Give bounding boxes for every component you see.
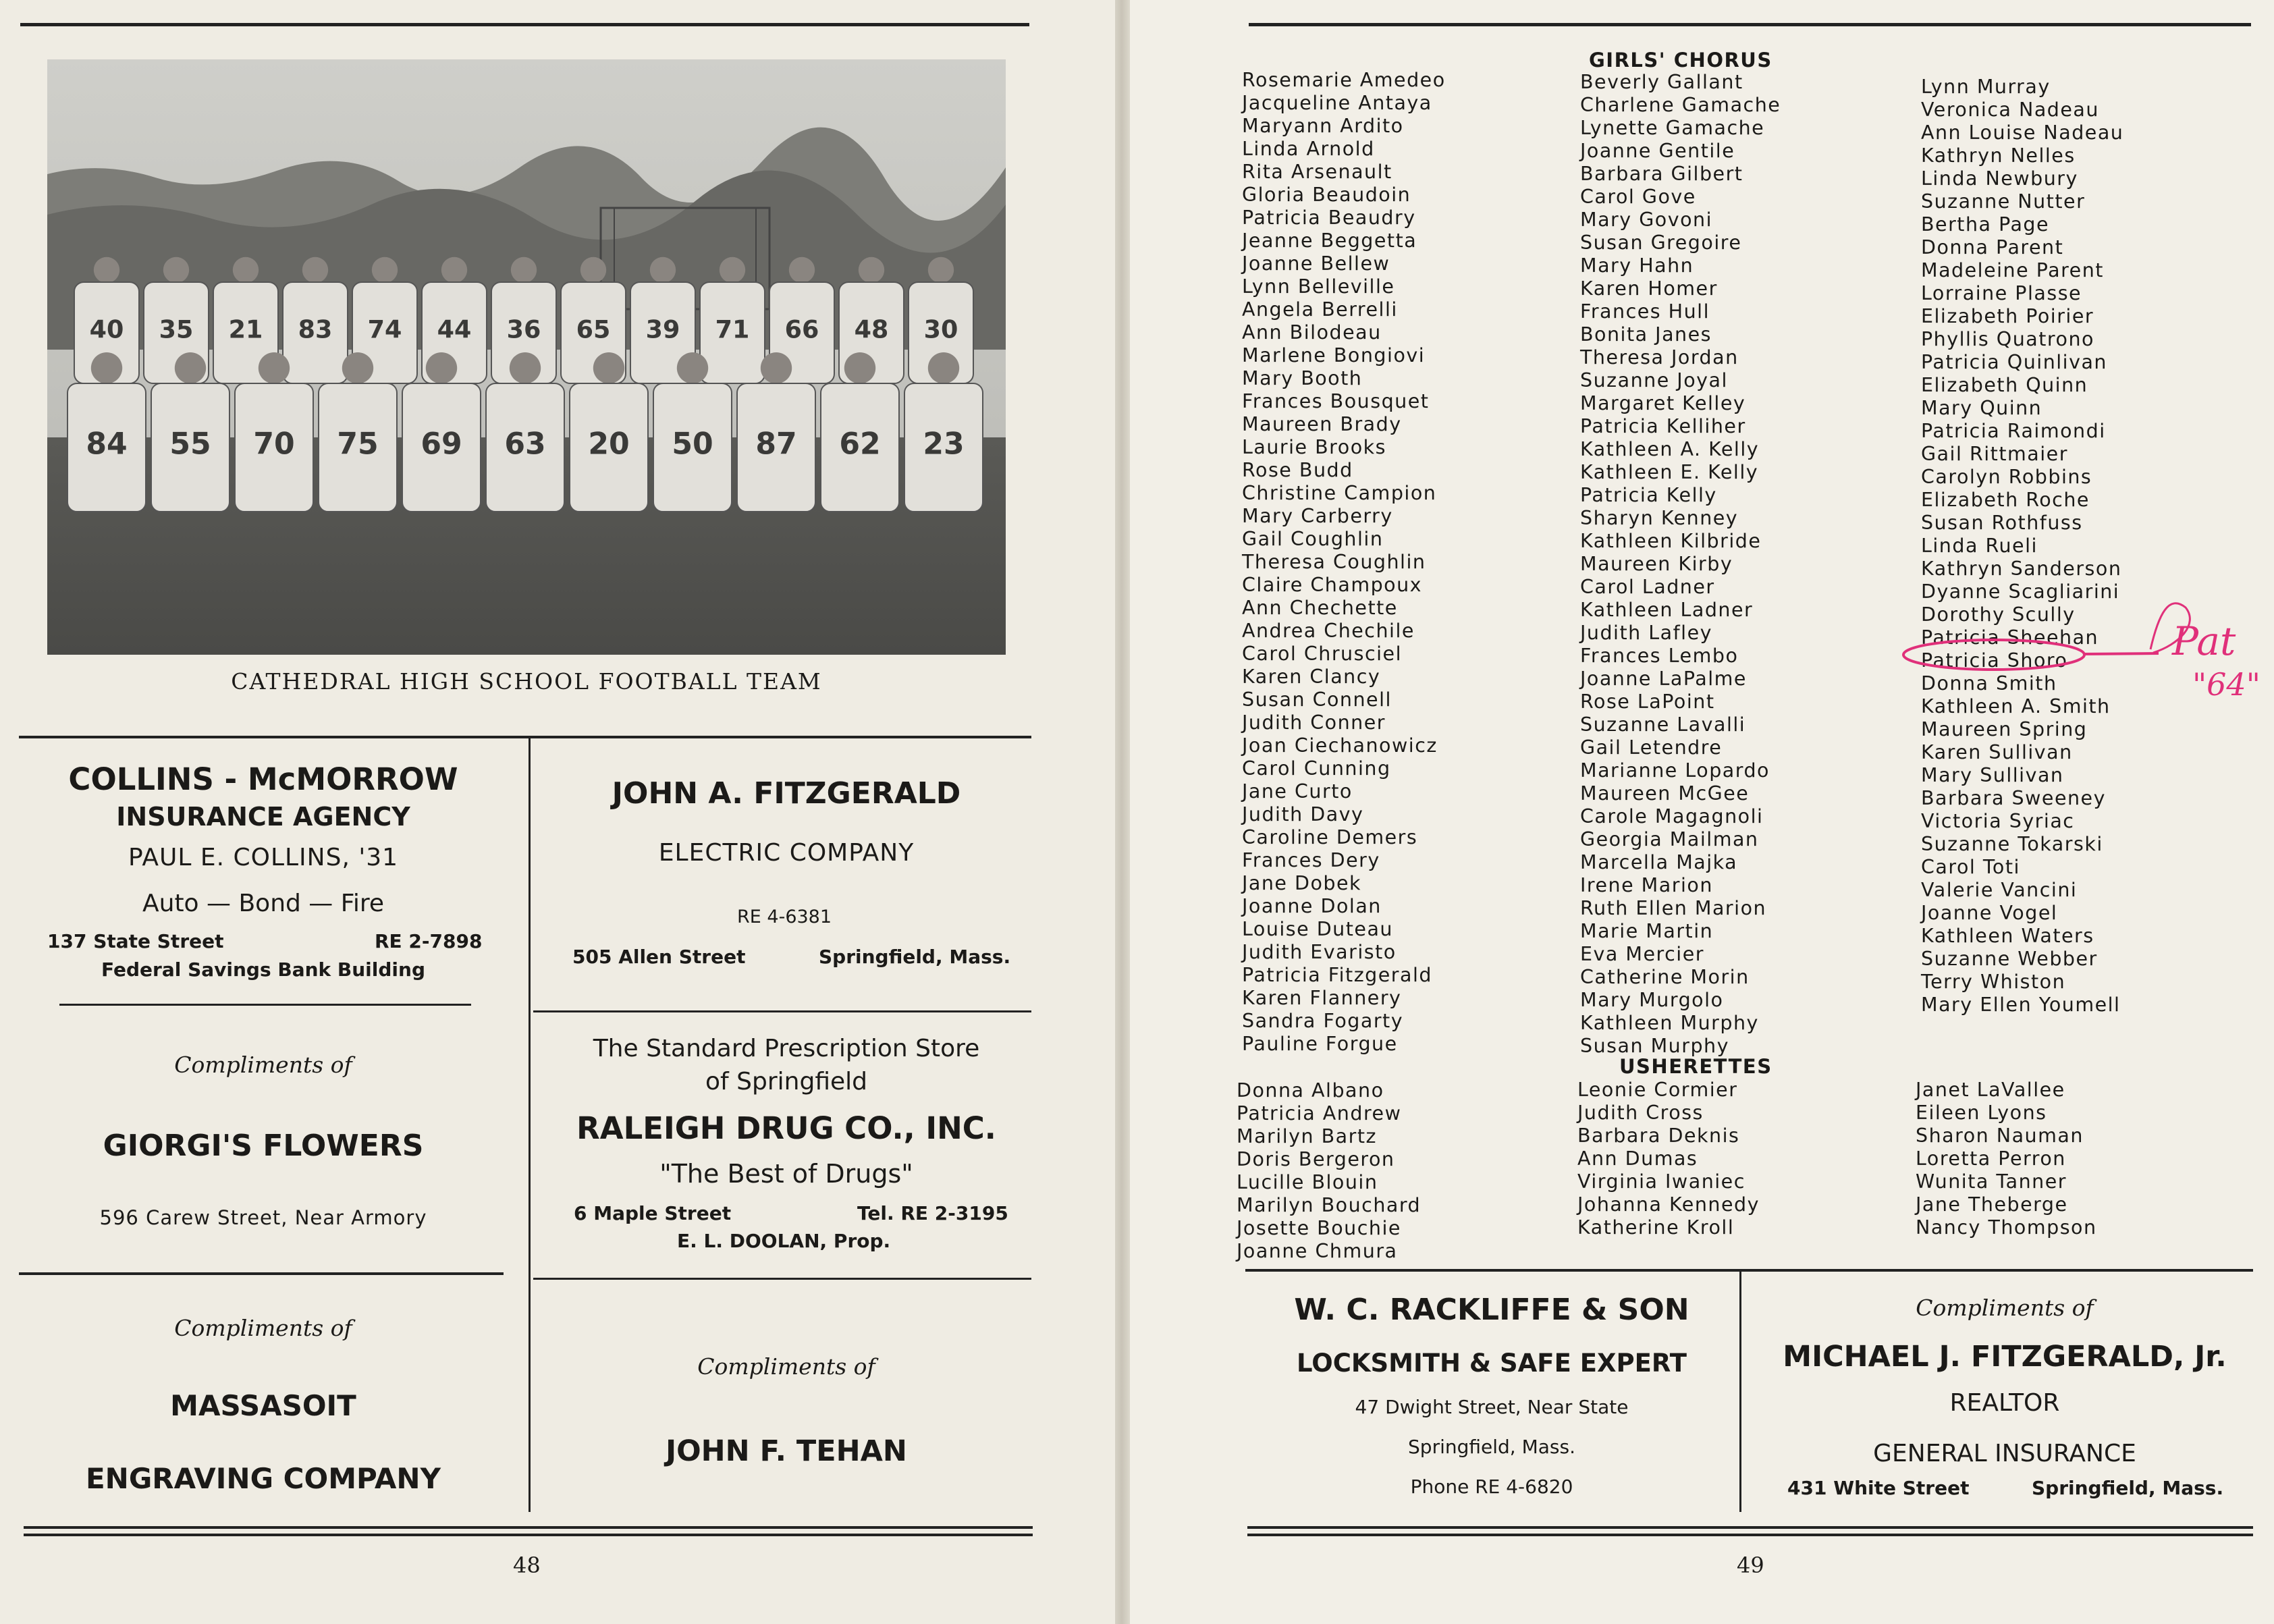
name-entry: Barbara Deknis: [1577, 1125, 1740, 1147]
player-head: [928, 352, 959, 383]
jersey-number: 84: [86, 427, 128, 462]
handwritten-annotation: [1902, 587, 2274, 722]
name-entry: Kathleen Ladner: [1580, 599, 1754, 621]
usherettes-column-3: [1916, 1079, 2097, 1239]
name-entry: Patricia Shoro: [1921, 649, 2068, 672]
jersey-number: 44: [437, 315, 472, 344]
fitzgerald-electric-name: JOHN A. FITZGERALD: [612, 776, 961, 811]
name-entry: Madeleine Parent: [1921, 259, 2104, 281]
name-entry: Dorothy Scully: [1921, 603, 2076, 626]
name-entry: Ann Louise Nadeau: [1921, 121, 2124, 144]
player-head: [789, 257, 815, 283]
name-entry: Joan Ciechanowicz: [1242, 734, 1438, 757]
jersey-number: 75: [337, 427, 379, 462]
name-entry: Valerie Vancini: [1921, 879, 2078, 901]
annotation-line: [2084, 653, 2159, 654]
jersey-number: 62: [839, 427, 881, 462]
raleigh-address: 6 Maple Street: [574, 1202, 732, 1224]
name-entry: Joanne Dolan: [1242, 895, 1382, 917]
name-entry: Christine Campion: [1242, 482, 1437, 504]
player-head: [844, 352, 875, 383]
name-entry: Suzanne Tokarski: [1921, 833, 2103, 855]
tehan-name: JOHN F. TEHAN: [666, 1434, 907, 1468]
name-entry: Louise Duteau: [1242, 918, 1393, 940]
name-entry: Carol Chrusciel: [1242, 643, 1403, 665]
name-entry: Rose Budd: [1242, 459, 1353, 481]
name-entry: Patricia Beaudry: [1242, 207, 1416, 229]
giorgi-compliments: Compliments of: [174, 1052, 352, 1078]
name-entry: Kathryn Sanderson: [1921, 558, 2122, 580]
name-entry: Katherine Kroll: [1577, 1216, 1735, 1239]
giorgi-name: GIORGI'S FLOWERS: [103, 1129, 424, 1163]
jersey-number: 55: [169, 427, 211, 462]
name-entry: Marilyn Bouchard: [1237, 1194, 1422, 1216]
chorus-heading: GIRLS' CHORUS: [1589, 49, 1772, 72]
name-entry: Joanne LaPalme: [1580, 668, 1747, 690]
name-entry: Susan Rothfuss: [1921, 512, 2083, 534]
michael-compliments: Compliments of: [1916, 1295, 2094, 1321]
name-entry: Judith Evaristo: [1242, 941, 1397, 963]
usherettes-column-2: [1577, 1079, 1760, 1239]
name-entry: Suzanne Lavalli: [1580, 713, 1746, 736]
name-entry: Kathleen A. Kelly: [1580, 438, 1760, 460]
team-photo-graphic: [47, 59, 1006, 655]
collins-rule: [59, 1004, 471, 1006]
rackliffe-sub: LOCKSMITH & SAFE EXPERT: [1297, 1349, 1687, 1378]
name-entry: Susan Connell: [1242, 688, 1392, 711]
rackliffe-name: W. C. RACKLIFFE & SON: [1294, 1293, 1689, 1327]
annotation-text-pat: Pat: [2172, 618, 2236, 664]
rackliffe-phone: Phone RE 4-6820: [1410, 1476, 1573, 1498]
name-entry: Mary Hahn: [1580, 254, 1694, 277]
name-entry: Sharon Nauman: [1916, 1125, 2084, 1147]
name-entry: Marcella Majka: [1580, 851, 1738, 873]
fitzgerald-electric-address: 505 Allen Street: [572, 946, 746, 968]
player-head: [233, 257, 259, 283]
name-entry: Leonie Cormier: [1577, 1079, 1738, 1101]
raleigh-name: RALEIGH DRUG CO., INC.: [576, 1110, 996, 1146]
jersey-number: 87: [755, 427, 797, 462]
top-rule-left: [20, 23, 1029, 26]
name-entry: Gail Rittmaier: [1921, 443, 2068, 465]
name-entry: Mary Carberry: [1242, 505, 1393, 527]
name-entry: Marilyn Bartz: [1237, 1125, 1377, 1147]
player-head: [342, 352, 373, 383]
chorus-column-1: [1242, 69, 1446, 1056]
collins-name: COLLINS - McMORROW: [68, 761, 458, 797]
player-head: [94, 257, 119, 283]
jersey-number: 30: [923, 315, 958, 344]
player-head: [426, 352, 457, 383]
name-entry: Ann Dumas: [1577, 1147, 1698, 1170]
name-entry: Sandra Fogarty: [1242, 1010, 1404, 1032]
jersey-number: 35: [159, 315, 194, 344]
book-gutter: [1115, 0, 1130, 1624]
name-entry: Charlene Gamache: [1580, 94, 1781, 116]
player-head: [163, 257, 189, 283]
name-entry: Wunita Tanner: [1916, 1170, 2067, 1193]
name-entry: Susan Murphy: [1580, 1035, 1729, 1057]
name-entry: Johanna Kennedy: [1577, 1193, 1760, 1216]
name-entry: Janet LaVallee: [1916, 1079, 2065, 1101]
name-entry: Patricia Fitzgerald: [1242, 964, 1432, 986]
name-entry: Ann Bilodeau: [1242, 321, 1382, 344]
ad-top-rule-right: [1245, 1269, 2253, 1272]
player-head: [175, 352, 206, 383]
player-head: [593, 352, 624, 383]
tehan-compliments: Compliments of: [697, 1353, 875, 1380]
name-entry: Terry Whiston: [1921, 971, 2066, 993]
michael-name: MICHAEL J. FITZGERALD, Jr.: [1783, 1340, 2227, 1374]
name-entry: Rosemarie Amedeo: [1242, 69, 1446, 91]
player-head: [580, 257, 606, 283]
bottom-rule-left-2: [24, 1534, 1033, 1536]
name-entry: Frances Lembo: [1580, 645, 1739, 667]
name-entry: Laurie Brooks: [1242, 436, 1387, 458]
jersey-number: 66: [784, 315, 819, 344]
fitzgerald-electric-sub: ELECTRIC COMPANY: [658, 839, 915, 867]
name-entry: Ann Chechette: [1242, 597, 1398, 619]
name-entry: Judith Lafley: [1580, 622, 1712, 644]
name-entry: Eva Mercier: [1580, 943, 1704, 965]
annotation-circle: [1903, 640, 2084, 670]
name-entry: Elizabeth Poirier: [1921, 305, 2094, 327]
name-entry: Suzanne Webber: [1921, 948, 2098, 970]
name-entry: Carol Ladner: [1580, 576, 1715, 598]
name-entry: Barbara Sweeney: [1921, 787, 2106, 809]
name-entry: Kathleen Kilbride: [1580, 530, 1762, 552]
name-entry: Gail Letendre: [1580, 736, 1723, 759]
name-entry: Carol Gove: [1580, 186, 1696, 208]
name-entry: Kathleen Waters: [1921, 925, 2094, 947]
jersey-number: 74: [367, 315, 402, 344]
name-entry: Frances Dery: [1242, 849, 1380, 871]
name-entry: Maryann Ardito: [1242, 115, 1404, 137]
raleigh-rule: [533, 1278, 1031, 1280]
name-entry: Claire Champoux: [1242, 574, 1423, 596]
name-entry: Lorraine Plasse: [1921, 282, 2082, 304]
name-entry: Mary Murgolo: [1580, 989, 1724, 1011]
name-entry: Barbara Gilbert: [1580, 163, 1743, 185]
jersey-number: 69: [421, 427, 462, 462]
name-entry: Joanne Bellew: [1242, 252, 1390, 275]
name-entry: Linda Newbury: [1921, 167, 2078, 190]
chorus-column-3: [1921, 76, 2123, 1017]
page-number-right: 49: [1737, 1552, 1764, 1578]
player-head: [650, 257, 676, 283]
name-entry: Maureen Spring: [1921, 718, 2088, 740]
name-entry: Kathleen Murphy: [1580, 1012, 1759, 1034]
massasoit-name: MASSASOIT: [170, 1389, 356, 1422]
name-entry: Maureen McGee: [1580, 782, 1750, 805]
name-entry: Marianne Lopardo: [1580, 759, 1770, 782]
michael-city: Springfield, Mass.: [2032, 1477, 2224, 1499]
name-entry: Jane Curto: [1242, 780, 1353, 803]
name-entry: Elizabeth Roche: [1921, 489, 2090, 511]
name-entry: Kathryn Nelles: [1921, 144, 2076, 167]
name-entry: Patricia Raimondi: [1921, 420, 2106, 442]
massasoit-compliments: Compliments of: [174, 1315, 352, 1341]
name-entry: Virginia Iwaniec: [1577, 1170, 1745, 1193]
name-entry: Ruth Ellen Marion: [1580, 897, 1767, 919]
player-head: [859, 257, 884, 283]
name-entry: Mary Ellen Youmell: [1921, 994, 2121, 1016]
name-entry: Maureen Brady: [1242, 413, 1402, 435]
name-entry: Pauline Forgue: [1242, 1033, 1398, 1055]
name-entry: Linda Rueli: [1921, 535, 2038, 557]
fitzgerald-electric-city: Springfield, Mass.: [819, 946, 1011, 968]
name-entry: Bonita Janes: [1580, 323, 1712, 346]
name-entry: Jeanne Beggetta: [1242, 229, 1417, 252]
jersey-number: 48: [854, 315, 889, 344]
name-entry: Kathleen E. Kelly: [1580, 461, 1759, 483]
name-entry: Karen Flannery: [1242, 987, 1402, 1009]
name-entry: Gloria Beaudoin: [1242, 184, 1411, 206]
name-entry: Jacqueline Antaya: [1242, 92, 1432, 114]
jersey-number: 70: [253, 427, 295, 462]
page-number-left: 48: [513, 1552, 541, 1578]
name-entry: Lynette Gamache: [1580, 117, 1765, 139]
player-head: [677, 352, 708, 383]
collins-lines: Auto — Bond — Fire: [142, 890, 384, 917]
usherettes-heading: USHERETTES: [1619, 1055, 1772, 1078]
collins-agency: INSURANCE AGENCY: [116, 802, 410, 832]
jersey-number: 50: [672, 427, 713, 462]
name-entry: Caroline Demers: [1242, 826, 1418, 848]
name-entry: Patricia Andrew: [1237, 1102, 1402, 1125]
raleigh-prop: E. L. DOOLAN, Prop.: [677, 1230, 891, 1252]
name-entry: Carolyn Robbins: [1921, 466, 2092, 488]
player-head: [302, 257, 328, 283]
jersey-number: 36: [506, 315, 541, 344]
name-entry: Patricia Kelliher: [1580, 415, 1746, 437]
annotation-text-year: "64": [2192, 666, 2261, 703]
name-entry: Karen Clancy: [1242, 666, 1381, 688]
name-entry: Catherine Morin: [1580, 966, 1750, 988]
name-entry: Patricia Sheehan: [1921, 626, 2099, 649]
bottom-rule-right-2: [1247, 1534, 2253, 1536]
giorgi-rule: [19, 1272, 504, 1275]
name-entry: Joanne Vogel: [1921, 902, 2058, 924]
fitzgerald-electric-phone: RE 4-6381: [737, 906, 832, 927]
name-entry: Andrea Chechile: [1242, 620, 1415, 642]
name-entry: Theresa Coughlin: [1242, 551, 1426, 573]
name-entry: Marlene Bongiovi: [1242, 344, 1426, 367]
michael-title: REALTOR: [1949, 1389, 2060, 1417]
name-entry: Theresa Jordan: [1580, 346, 1739, 369]
name-entry: Rose LaPoint: [1580, 691, 1715, 713]
name-entry: Donna Albano: [1237, 1079, 1384, 1102]
name-entry: Joanne Chmura: [1237, 1240, 1398, 1262]
name-entry: Karen Homer: [1580, 277, 1718, 300]
name-entry: Angela Berrelli: [1242, 298, 1398, 321]
player-head: [720, 257, 745, 283]
michael-sub: GENERAL INSURANCE: [1873, 1440, 2136, 1467]
giorgi-address: 596 Carew Street, Near Armory: [99, 1206, 427, 1229]
name-entry: Joanne Gentile: [1580, 140, 1735, 162]
name-entry: Lynn Belleville: [1242, 275, 1395, 298]
name-entry: Frances Hull: [1580, 300, 1710, 323]
name-entry: Irene Marion: [1580, 874, 1713, 896]
name-entry: Maureen Kirby: [1580, 553, 1733, 575]
rackliffe-city: Springfield, Mass.: [1408, 1436, 1575, 1458]
jersey-number: 71: [715, 315, 750, 344]
name-entry: Donna Parent: [1921, 236, 2064, 259]
name-entry: Marie Martin: [1580, 920, 1714, 942]
player-head: [510, 352, 541, 383]
jersey-number: 20: [588, 427, 630, 462]
ad-grid-top-rule: [19, 736, 1031, 738]
name-entry: Margaret Kelley: [1580, 392, 1746, 414]
name-entry: Judith Conner: [1242, 711, 1386, 734]
player-head: [259, 352, 290, 383]
ad-grid-divider: [529, 736, 531, 1512]
fitzgerald-electric-rule: [533, 1010, 1031, 1012]
players-group: [67, 257, 983, 512]
name-entry: Elizabeth Quinn: [1921, 374, 2088, 396]
name-entry: Judith Davy: [1242, 803, 1364, 825]
raleigh-line2: of Springfield: [705, 1068, 867, 1095]
name-entry: Patricia Quinlivan: [1921, 351, 2107, 373]
name-entry: Lynn Murray: [1921, 76, 2051, 98]
player-head: [91, 352, 122, 383]
name-entry: Mary Booth: [1242, 367, 1363, 389]
name-entry: Loretta Perron: [1916, 1147, 2066, 1170]
football-team-photo: [47, 59, 1006, 655]
name-entry: Beverly Gallant: [1580, 71, 1743, 93]
name-entry: Eileen Lyons: [1916, 1102, 2047, 1124]
name-entry: Bertha Page: [1921, 213, 2050, 236]
player-head: [441, 257, 467, 283]
name-entry: Mary Sullivan: [1921, 764, 2064, 786]
name-entry: Gail Coughlin: [1242, 528, 1384, 550]
jersey-number: 39: [645, 315, 680, 344]
name-entry: Dyanne Scagliarini: [1921, 580, 2120, 603]
name-entry: Suzanne Joyal: [1580, 369, 1728, 391]
name-entry: Suzanne Nutter: [1921, 190, 2086, 213]
raleigh-phone: Tel. RE 2-3195: [857, 1202, 1008, 1224]
name-entry: Sharyn Kenney: [1580, 507, 1739, 529]
collins-building: Federal Savings Bank Building: [101, 958, 425, 981]
name-entry: Linda Arnold: [1242, 138, 1375, 160]
name-entry: Nancy Thompson: [1916, 1216, 2097, 1239]
name-entry: Kathleen A. Smith: [1921, 695, 2111, 718]
name-entry: Frances Bousquet: [1242, 390, 1430, 412]
player-head: [372, 257, 398, 283]
player-head: [761, 352, 792, 383]
name-entry: Karen Sullivan: [1921, 741, 2073, 763]
top-rule-right: [1249, 23, 2251, 26]
collins-phone: RE 2-7898: [375, 930, 483, 952]
bottom-rule-left-1: [24, 1526, 1033, 1529]
name-entry: Carole Magagnoli: [1580, 805, 1764, 828]
player-head: [511, 257, 537, 283]
name-entry: Mary Quinn: [1921, 397, 2042, 419]
chorus-column-2: [1580, 71, 1781, 1058]
bottom-rule-right-1: [1247, 1526, 2253, 1529]
name-entry: Jane Theberge: [1916, 1193, 2068, 1216]
name-entry: Josette Bouchie: [1237, 1217, 1401, 1239]
name-entry: Susan Gregoire: [1580, 232, 1742, 254]
jersey-number: 40: [89, 315, 124, 344]
name-entry: Victoria Syriac: [1921, 810, 2075, 832]
name-entry: Lucille Blouin: [1237, 1171, 1378, 1193]
jersey-number: 63: [504, 427, 546, 462]
name-entry: Rita Arsenault: [1242, 161, 1392, 183]
usherettes-column-1: [1237, 1079, 1421, 1263]
name-entry: Carol Toti: [1921, 856, 2020, 878]
name-entry: Carol Cunning: [1242, 757, 1391, 780]
name-entry: Donna Smith: [1921, 672, 2057, 695]
jersey-number: 23: [923, 427, 965, 462]
player-head: [928, 257, 954, 283]
name-entry: Jane Dobek: [1242, 872, 1362, 894]
name-entry: Veronica Nadeau: [1921, 99, 2099, 121]
jersey-number: 83: [298, 315, 333, 344]
collins-person: PAUL E. COLLINS, '31: [128, 844, 399, 871]
name-entry: Patricia Kelly: [1580, 484, 1717, 506]
massasoit-company: ENGRAVING COMPANY: [85, 1462, 441, 1495]
jersey-number: 21: [228, 315, 263, 344]
photo-caption: CATHEDRAL HIGH SCHOOL FOOTBALL TEAM: [231, 668, 822, 695]
raleigh-line1: The Standard Prescription Store: [593, 1035, 980, 1062]
name-entry: Phyllis Quatrono: [1921, 328, 2094, 350]
name-entry: Mary Govoni: [1580, 209, 1713, 231]
michael-address: 431 White Street: [1787, 1477, 1970, 1499]
jersey-number: 65: [576, 315, 611, 344]
name-entry: Judith Cross: [1577, 1102, 1704, 1124]
rackliffe-address: 47 Dwight Street, Near State: [1355, 1396, 1629, 1418]
name-entry: Georgia Mailman: [1580, 828, 1759, 850]
raleigh-slogan: "The Best of Drugs": [659, 1159, 913, 1189]
collins-address: 137 State Street: [47, 930, 224, 952]
name-entry: Doris Bergeron: [1237, 1148, 1395, 1170]
ad-divider-right: [1739, 1269, 1741, 1512]
